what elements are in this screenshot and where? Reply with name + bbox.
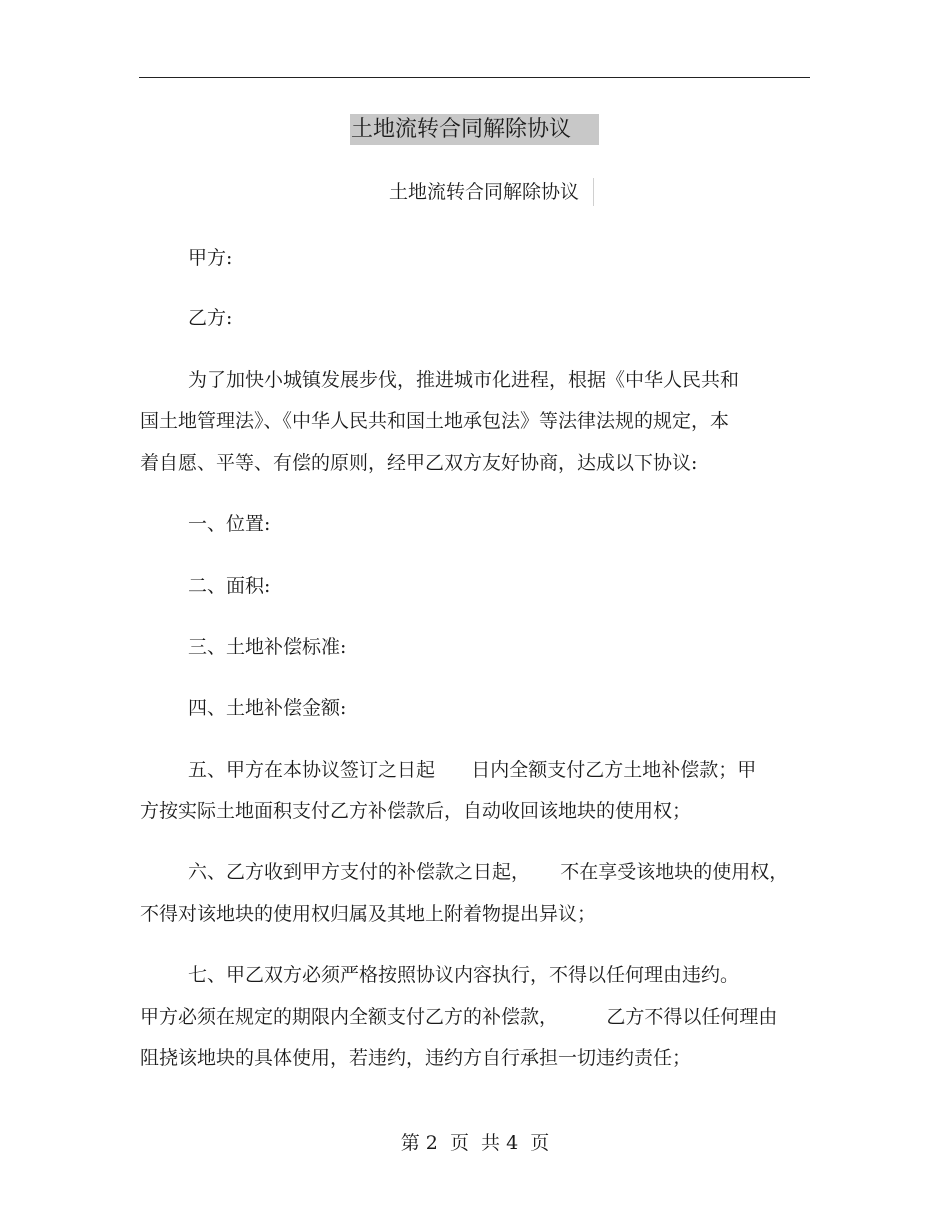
document-title: 土地流转合同解除协议 (350, 114, 599, 145)
clause-six-line: 不得对该地块的使用权归属及其地上附着物提出异议； (140, 903, 597, 925)
clause-area: 二、面积: (188, 575, 271, 597)
header-rule (139, 77, 810, 78)
clause-five-line: 五、甲方在本协议签订之日起 日内全额支付乙方土地补偿款；甲 (188, 759, 757, 781)
clause-seven-line: 七、甲乙双方必须严格按照协议内容执行，不得以任何理由违约。 (188, 964, 740, 986)
page-number: 第 2 页 共 4 页 (400, 1132, 550, 1154)
document-subtitle: 土地流转合同解除协议 (389, 178, 594, 206)
clause-location: 一、位置: (188, 513, 271, 535)
party-a-label: 甲方: (188, 247, 233, 269)
clause-compensation-amount: 四、土地补偿金额: (188, 697, 347, 719)
clause-seven-line: 甲方必须在规定的期限内全额支付乙方的补偿款， 乙方不得以任何理由 (140, 1006, 778, 1028)
clause-five-line: 方按实际土地面积支付乙方补偿款后，自动收回该地块的使用权； (140, 800, 692, 822)
party-b-label: 乙方: (188, 307, 233, 329)
preamble-line: 着自愿、平等、有偿的原则，经甲乙双方友好协商，达成以下协议: (140, 452, 698, 474)
clause-seven-line: 阻挠该地块的具体使用，若违约，违约方自行承担一切违约责任； (140, 1047, 692, 1069)
clause-compensation-standard: 三、土地补偿标准: (188, 636, 347, 658)
clause-six-line: 六、乙方收到甲方支付的补偿款之日起， 不在享受该地块的使用权， (188, 861, 789, 883)
preamble-line: 为了加快小城镇发展步伐，推进城市化进程，根据《中华人民共和 (188, 369, 740, 391)
preamble-line: 国土地管理法》、《中华人民共和国土地承包法》等法律法规的规定，本 (140, 410, 730, 432)
